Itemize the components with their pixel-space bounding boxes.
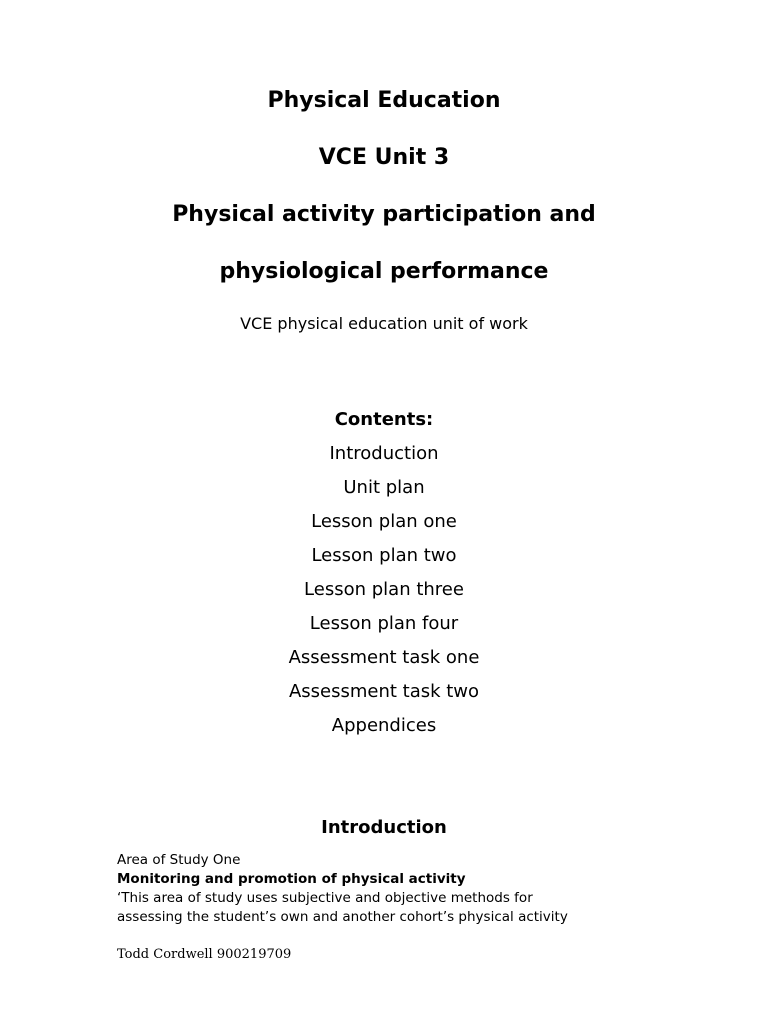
contents-item: Assessment task one [288, 647, 480, 668]
title-line-2: VCE Unit 3 [318, 145, 450, 170]
contents-item: Lesson plan four [309, 613, 459, 634]
introduction-body [117, 851, 677, 927]
title-line-3: Physical activity participation and [172, 202, 596, 227]
area-of-study-title: Monitoring and promotion of physical activity [117, 871, 466, 887]
contents-item: Introduction [329, 443, 439, 464]
contents-list [0, 440, 768, 746]
contents-item: Lesson plan three [304, 579, 464, 600]
body-line: ‘This area of study uses subjective and objective methods for [117, 890, 533, 906]
page-footer: Todd Cordwell 900219709 [117, 947, 292, 962]
title-line-4: physiological performance [219, 259, 549, 284]
contents-item: Appendices [331, 715, 437, 736]
body-line: assessing the student’s own and another cohort’s physical activity [117, 909, 568, 925]
contents-item: Unit plan [343, 477, 425, 498]
contents-item: Assessment task two [288, 681, 480, 702]
contents-heading: Contents: [334, 409, 434, 430]
title-line-1: Physical Education [267, 88, 501, 113]
contents-item: Lesson plan one [311, 511, 457, 532]
document-subtitle: VCE physical education unit of work [240, 314, 528, 333]
area-of-study-label: Area of Study One [117, 852, 241, 868]
introduction-heading: Introduction [321, 817, 447, 838]
contents-item: Lesson plan two [311, 545, 457, 566]
